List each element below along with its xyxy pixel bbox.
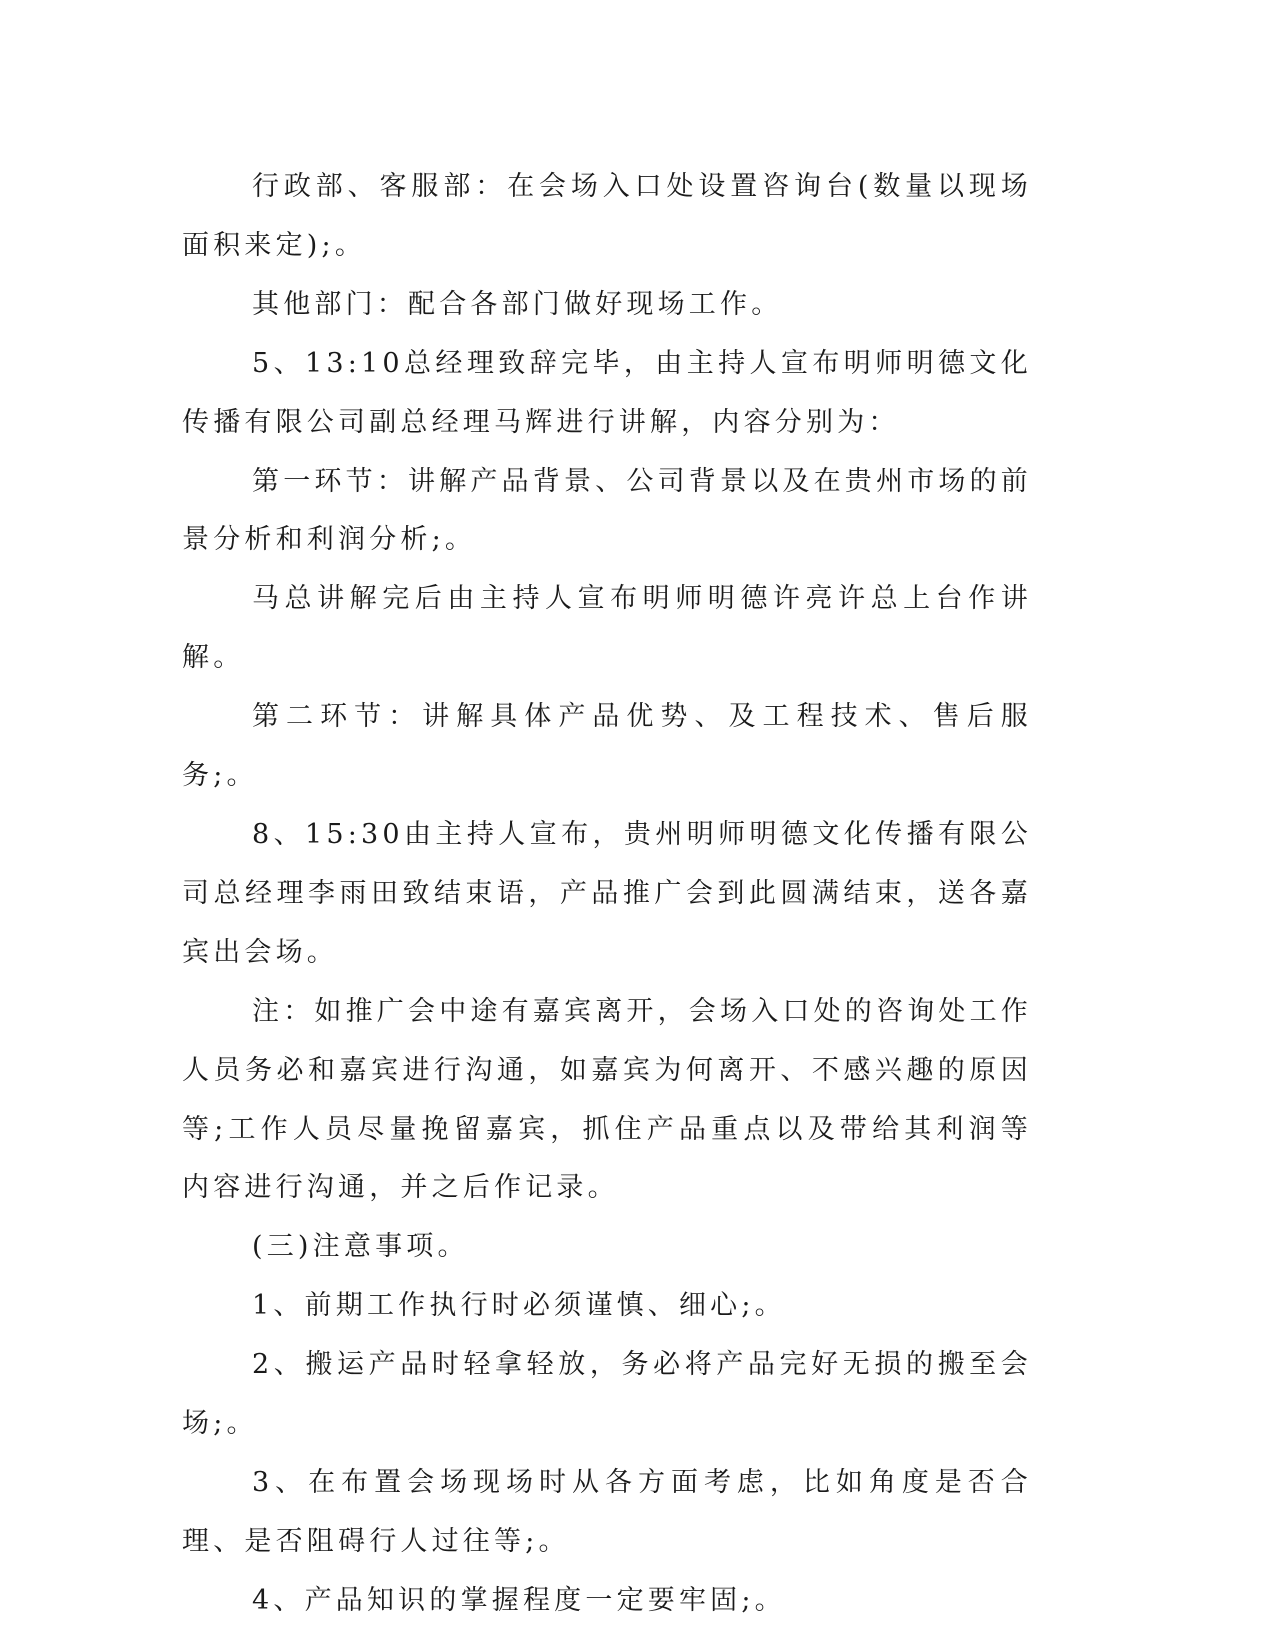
paragraph: 第二环节：讲解具体产品优势、及工程技术、售后服务;。 — [182, 701, 1032, 792]
section-heading: (三)注意事项。 — [252, 1231, 469, 1263]
paragraph: 5、13:10总经理致辞完毕，由主持人宣布明师明德文化传播有限公司副总经理马辉进行讲解，内容分别为： — [182, 347, 1032, 438]
paragraph: 第一环节：讲解产品背景、公司背景以及在贵州市场的前景分析和利润分析;。 — [182, 465, 1032, 556]
paragraph: 3、在布置会场现场时从各方面考虑，比如角度是否合理、是否阻碍行人过往等;。 — [182, 1466, 1032, 1557]
paragraph: 注：如推广会中途有嘉宾离开，会场入口处的咨询处工作人员务必和嘉宾进行沟通，如嘉宾为何离开、不感兴趣的原因等;工作人员尽量挽留嘉宾，抓住产品重点以及带给其利润等内容进行沟通，并之后作记录。 — [182, 995, 1032, 1204]
document-body — [182, 158, 1032, 1631]
paragraph: 其他部门：配合各部门做好现场工作。 — [252, 288, 783, 320]
paragraph: 2、搬运产品时轻拿轻放，务必将产品完好无损的搬至会场;。 — [182, 1349, 1032, 1440]
paragraph: 马总讲解完后由主持人宣布明师明德许亮许总上台作讲解。 — [182, 583, 1032, 674]
paragraph: 4、产品知识的掌握程度一定要牢固;。 — [252, 1584, 786, 1616]
paragraph: 8、15:30由主持人宣布，贵州明师明德文化传播有限公司总经理李雨田致结束语，产品推广会到此圆满结束，送各嘉宾出会场。 — [182, 818, 1032, 968]
paragraph: 1、前期工作执行时必须谨慎、细心;。 — [252, 1290, 786, 1322]
paragraph: 行政部、客服部：在会场入口处设置咨询台(数量以现场面积来定);。 — [182, 171, 1032, 261]
